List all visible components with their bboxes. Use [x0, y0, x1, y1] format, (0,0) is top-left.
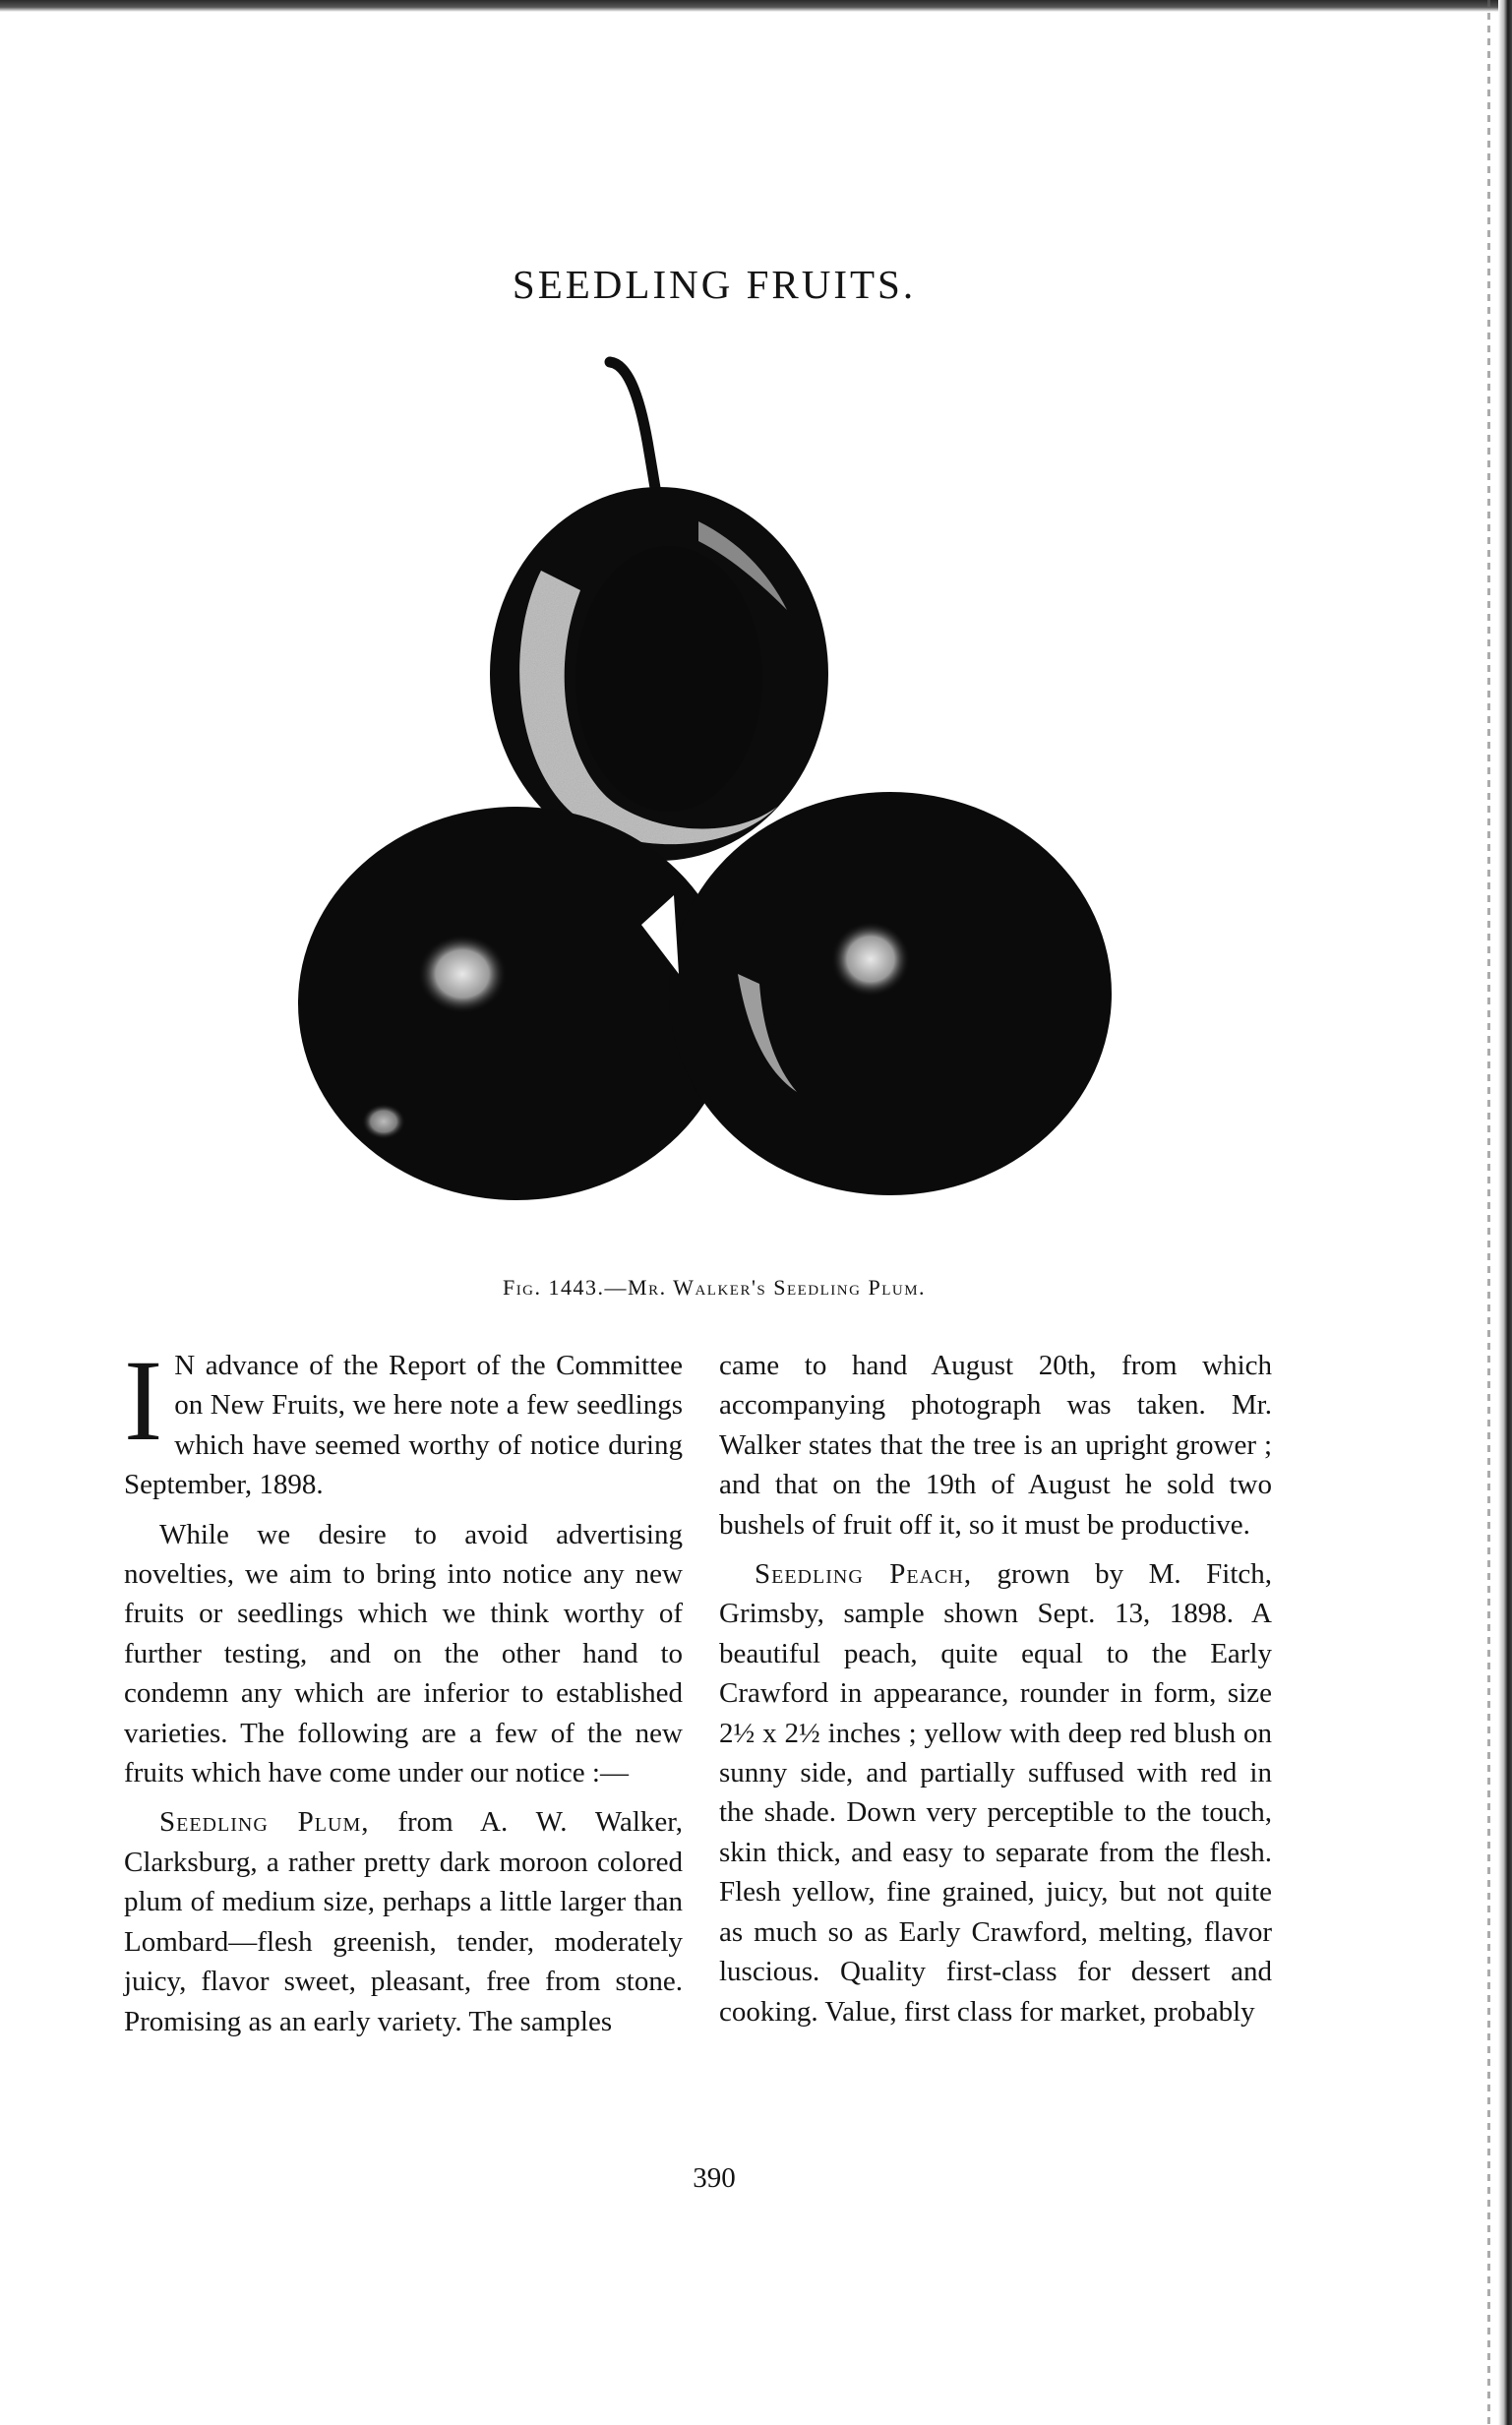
seedling-plum-heading: Seedling Plum, — [159, 1806, 370, 1839]
intro-paragraph — [124, 1336, 683, 1505]
figure-caption: Fig. 1443.—Mr. Walker's Seedling Plum. — [502, 1275, 927, 1300]
left-column — [124, 1336, 683, 2041]
policy-paragraph: While we desire to avoid advertising novelties, we aim to bring into notice any new fruits or seedlings which we think worthy of further testing, and on the other hand to condemn any which are inferior to established varieties. The following are a few of the new fruits which have come under our notice :— — [124, 1518, 683, 1789]
seedling-peach-heading: Seedling Peach, — [755, 1558, 973, 1591]
seedling-peach-text: grown by M. Fitch, Grimsby, sample shown Sept. 13, 1898. A beautiful peach, quite equal to the Early Crawford in appearance, rounder in form, size 2½ x 2½ inches ; yellow with deep red blush on sunny side, and partially suffused with red in the shade. Down very perceptible to the touch, skin thick, and easy to separate from the flesh. Flesh yellow, fine grained, juicy, but not quite as much so as Early Crawford, melting, flavor luscious. Quality first-class for dessert and cooking. Value, first class for market, probably — [719, 1558, 1273, 2028]
page-title: SEEDLING FRUITS. — [512, 262, 917, 307]
drop-cap-letter: I — [124, 1336, 163, 1465]
plum-photograph — [275, 344, 1141, 1230]
page-number: 390 — [693, 2162, 736, 2194]
seedling-plum-paragraph — [124, 1802, 683, 2040]
page-top-edge — [0, 0, 1512, 12]
plum-continued-paragraph: came to hand August 20th, from which accompanying photograph was taken. Mr. Walker states that the tree is an upright grower ; and that on the 19th of August he sold two bushels of fruit off it, so it must be productive. — [719, 1350, 1272, 1541]
page-binding-shadow — [1487, 0, 1490, 2425]
intro-text: N advance of the Report of the Committee on New Fruits, we here note a few seedlings which have seemed worthy of notice during September, 1898. — [124, 1350, 683, 1501]
seedling-plum-text: from A. W. Walker, Clarksburg, a rather pretty dark moroon colored plum of medium size, perhaps a little larger than Lombard—flesh greenish, tender, moderately juicy, flavor sweet, pleasant, free from stone. Promising as an early variety. The samples — [124, 1806, 683, 2037]
page-right-edge — [1498, 0, 1512, 2425]
right-column — [719, 1346, 1272, 2031]
seedling-peach-paragraph — [719, 1554, 1272, 2031]
